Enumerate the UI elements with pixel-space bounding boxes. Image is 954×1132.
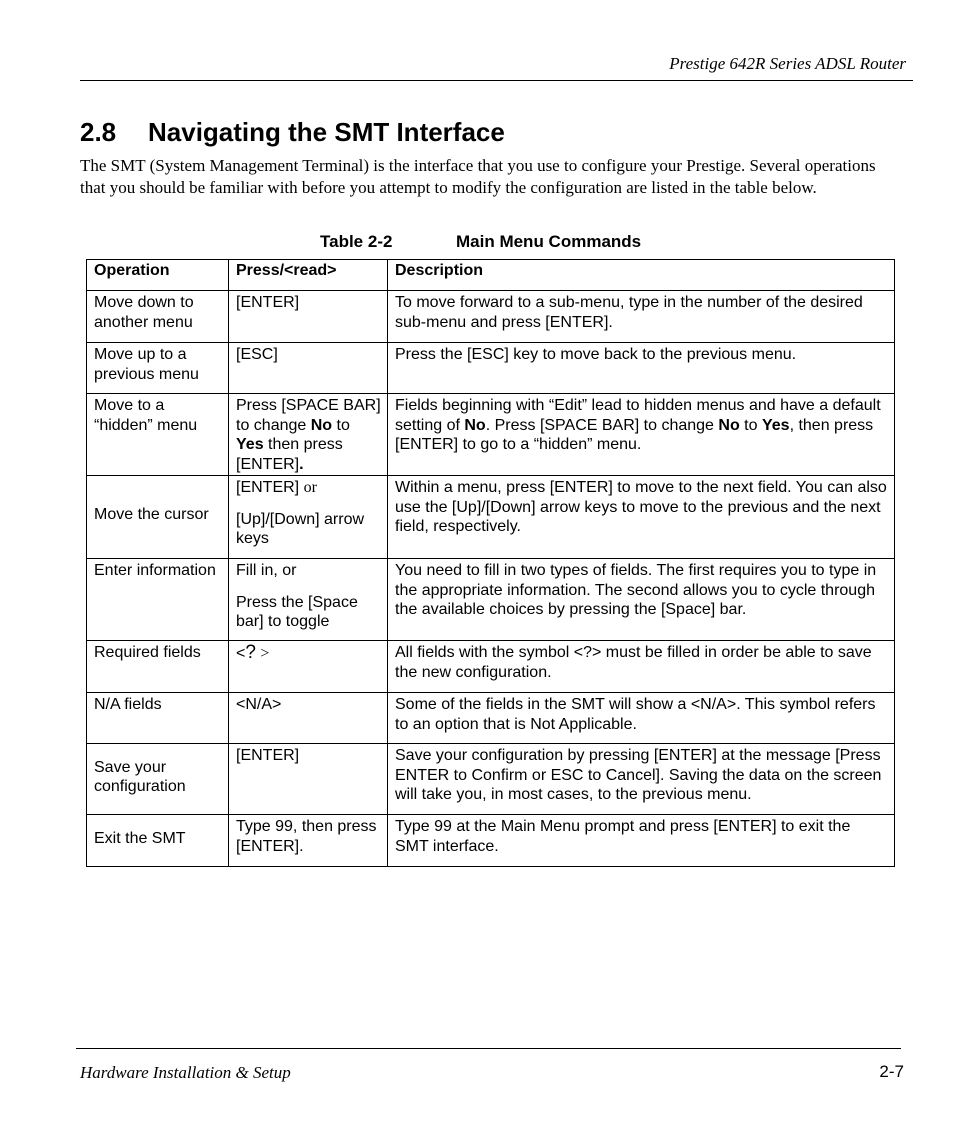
header-description: Description <box>388 260 895 291</box>
press-text: then press [ENTER] <box>236 436 343 473</box>
desc-bold-no: No <box>464 416 486 434</box>
cell-operation: Move down to another menu <box>87 291 229 343</box>
table-caption <box>320 232 641 252</box>
cell-operation: Save your configuration <box>87 744 229 815</box>
section-heading <box>80 117 505 148</box>
cell-press: [ENTER] <box>229 291 388 343</box>
cell-press: <N/A> <box>229 693 388 744</box>
table-row <box>87 693 895 744</box>
running-header: Prestige 642R Series ADSL Router <box>669 54 906 73</box>
press-text: > <box>260 645 270 662</box>
cell-description: Type 99 at the Main Menu prompt and press [ENTER] to exit the SMT interface. <box>388 815 895 867</box>
cell-description: Save your configuration by pressing [ENTER] at the message [Press ENTER to Confirm or ESC to Cancel]. Saving the data on the screen will take you, in most cases, to the previous menu. <box>388 744 895 815</box>
table-row <box>87 641 895 693</box>
section-title: Navigating the SMT Interface <box>148 117 505 147</box>
section-number: 2.8 <box>80 117 117 147</box>
cell-press <box>229 641 388 693</box>
desc-bold-no: No <box>718 416 740 434</box>
table-row <box>87 291 895 343</box>
press-text: [Up]/[Down] arrow keys <box>236 510 365 547</box>
cell-press: [ESC] <box>229 343 388 394</box>
press-or: or <box>303 479 317 496</box>
cell-press: Type 99, then press [ENTER]. <box>229 815 388 867</box>
table-row <box>87 343 895 394</box>
cell-press <box>229 394 388 476</box>
question-mark-symbol: ? <box>245 642 256 663</box>
table-row <box>87 815 895 867</box>
cell-operation: Enter information <box>87 559 229 641</box>
desc-bold-yes: Yes <box>761 416 790 434</box>
press-text: < <box>236 645 246 662</box>
cell-description: Some of the fields in the SMT will show a <N/A>. This symbol refers to an option that is Not Applicable. <box>388 693 895 744</box>
table-caption-number: Table 2-2 <box>320 232 393 251</box>
cell-press: [ENTER] <box>229 744 388 815</box>
table-row <box>87 394 895 476</box>
cell-operation: Move to a “hidden” menu <box>87 394 229 476</box>
cell-press <box>229 476 388 559</box>
press-bold-no: No <box>310 416 333 434</box>
table-header-row <box>87 260 895 291</box>
page-number: 2-7 <box>879 1062 904 1081</box>
press-text: Press [SPACE BAR] to change <box>236 397 381 434</box>
table-row <box>87 559 895 641</box>
press-period: . <box>299 455 304 473</box>
header-operation: Operation <box>87 260 229 291</box>
cell-operation: Exit the SMT <box>87 815 229 867</box>
main-menu-commands-table <box>86 259 895 867</box>
press-text: to <box>332 416 350 434</box>
cell-description: Within a menu, press [ENTER] to move to the next field. You can also use the [Up]/[Down] arrow keys to move to the previous and the next field, respectively. <box>388 476 895 559</box>
cell-press <box>229 559 388 641</box>
header-press: Press/<read> <box>229 260 388 291</box>
footer-title: Hardware Installation & Setup <box>80 1063 291 1082</box>
intro-paragraph: The SMT (System Management Terminal) is the interface that you use to configure your Prestige. Several operations that you should be familiar with before you attempt to modify the configuration are listed in the table below. <box>80 156 876 197</box>
cell-operation: N/A fields <box>87 693 229 744</box>
table-row <box>87 476 895 559</box>
press-text: Fill in, or <box>236 562 297 579</box>
cell-description: All fields with the symbol <?> must be filled in order be able to save the new configuration. <box>388 641 895 693</box>
cell-description: To move forward to a sub-menu, type in the number of the desired sub-menu and press [ENTER]. <box>388 291 895 343</box>
desc-text: . Press [SPACE BAR] to change <box>485 416 719 434</box>
cell-operation: Required fields <box>87 641 229 693</box>
press-bold-yes: Yes <box>236 436 264 453</box>
press-text: Press the [Space bar] to toggle <box>236 593 358 630</box>
cell-operation: Move the cursor <box>87 476 229 559</box>
desc-text: Fields beginning with “Edit” lead to hidden menus and have a default setting of <box>395 397 881 434</box>
header-rule <box>80 80 913 81</box>
cell-description: You need to fill in two types of fields. The first requires you to type in the appropriate information. The second allows you to cycle through the available choices by pressing the [Space] bar. <box>388 559 895 641</box>
table-caption-title: Main Menu Commands <box>456 232 642 251</box>
footer-rule <box>76 1048 901 1049</box>
cell-description <box>388 394 895 476</box>
cell-operation: Move up to a previous menu <box>87 343 229 394</box>
press-text: [ENTER] <box>236 479 300 496</box>
cell-description: Press the [ESC] key to move back to the previous menu. <box>388 343 895 394</box>
desc-text: to <box>739 416 762 434</box>
desc-text: , then press [ENTER] to go to a “hidden” menu. <box>395 416 874 453</box>
table-row <box>87 744 895 815</box>
